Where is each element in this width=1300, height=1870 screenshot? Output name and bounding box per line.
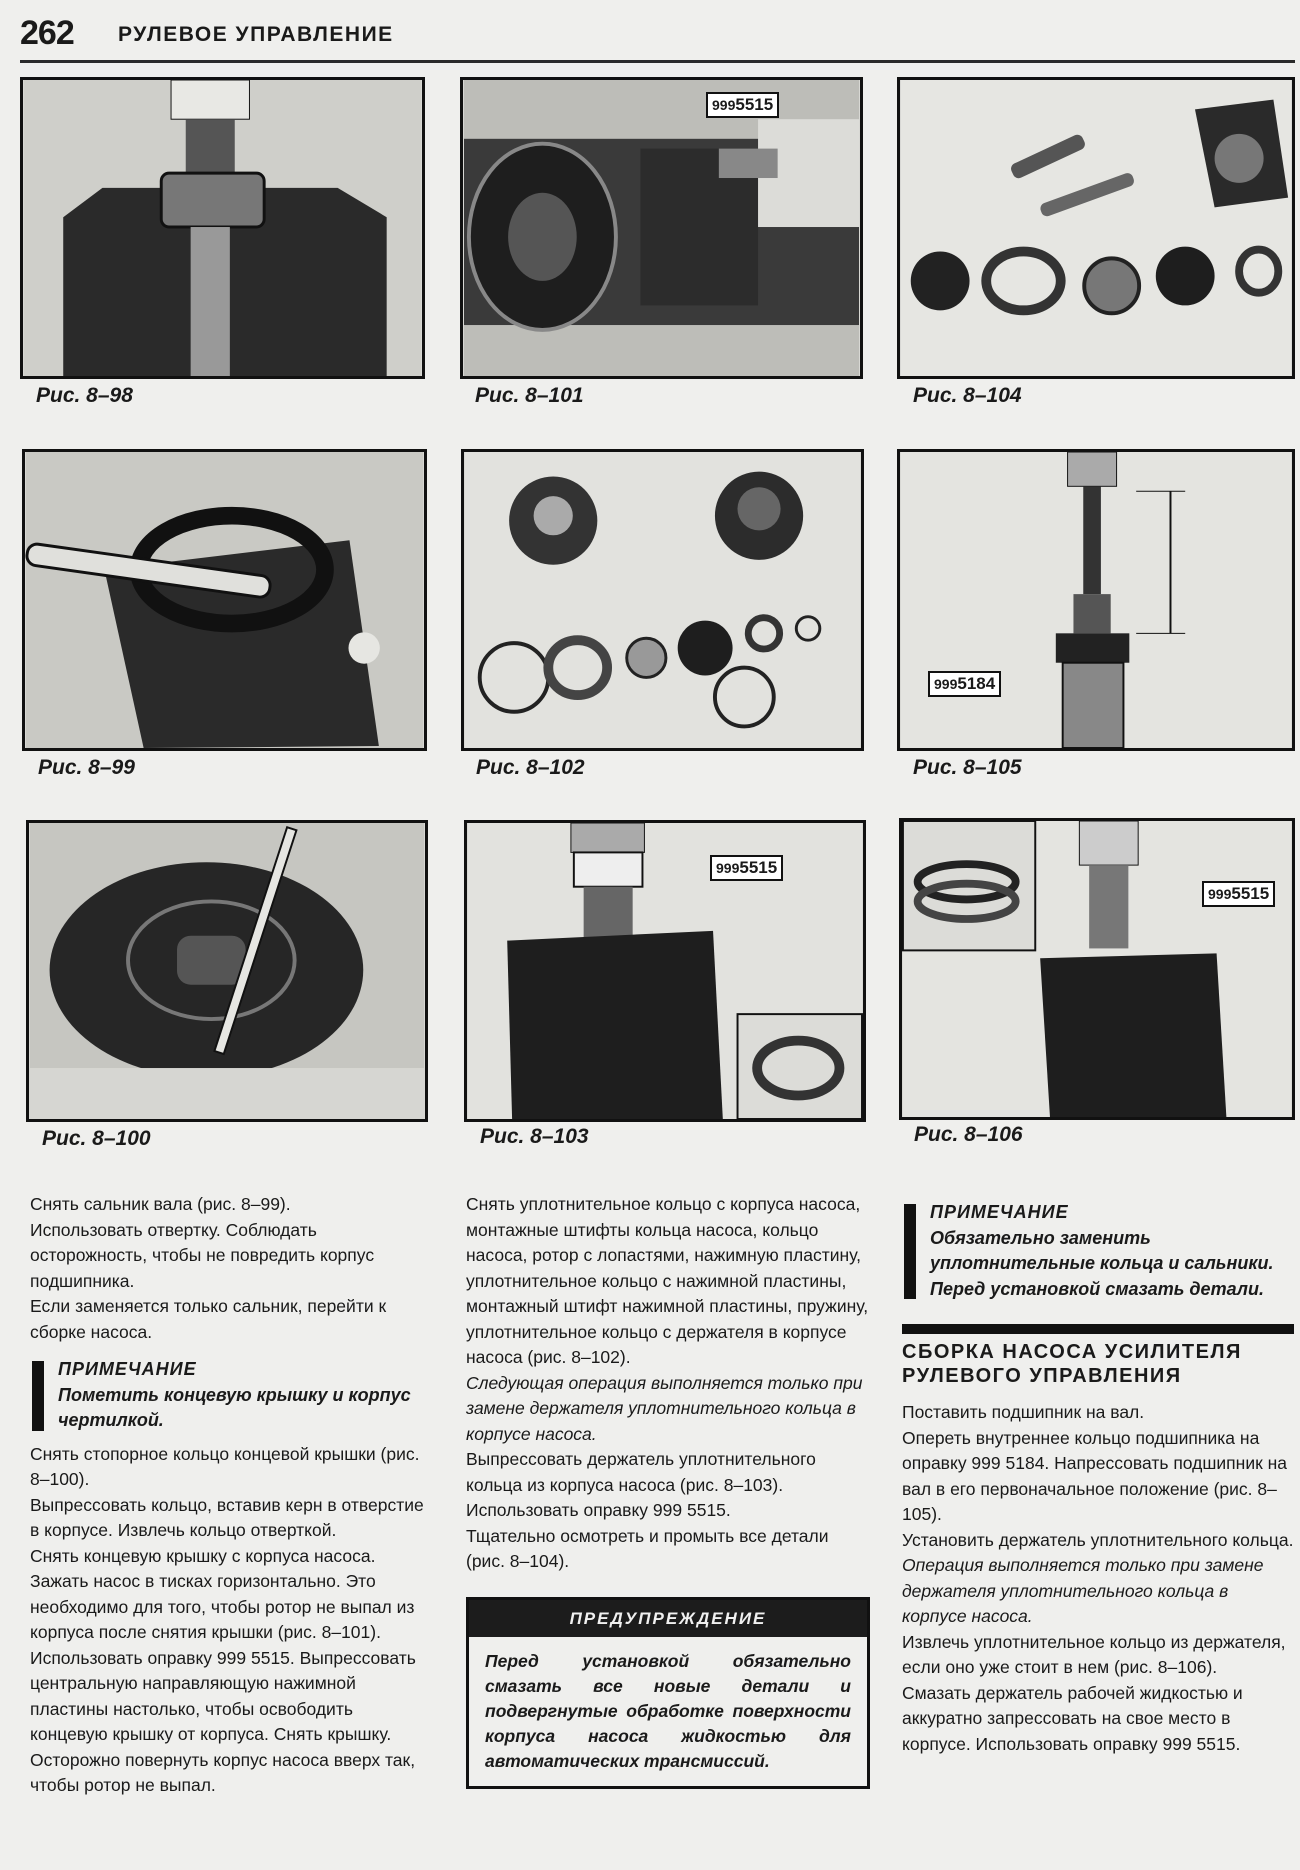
text-column-2 — [466, 1192, 870, 1789]
note-box — [30, 1357, 434, 1434]
header-rule — [20, 60, 1295, 63]
warning-box — [466, 1597, 870, 1790]
note-text: Обязательно заменить уплотнительные кольца и сальники. Перед установкой смазать детали. — [930, 1227, 1274, 1299]
photo-pump-parts-exploded — [900, 80, 1292, 376]
photo-pump-in-vise — [463, 80, 860, 376]
caption-8-99: Рис. 8–99 — [38, 756, 135, 779]
note-box — [902, 1200, 1294, 1302]
paragraph: Снять стопорное кольцо концевой крышки (рис. 8–100). — [30, 1443, 420, 1489]
figure-8-99 — [22, 449, 427, 751]
paragraph: Выпрессовать кольцо, вставив керн в отверстие в корпусе. Извлечь кольцо отверткой. — [30, 1494, 424, 1540]
paragraph-italic: Операция выполняется только при замене держателя уплотнительного кольца в корпусе насоса. — [902, 1555, 1264, 1626]
figure-8-98 — [20, 77, 425, 379]
photo-pump-parts-set — [464, 452, 861, 748]
tool-tag-999-5515 — [710, 855, 783, 881]
tool-tag-999-5184 — [928, 671, 1001, 697]
paragraph-lead: Установить держатель уплотнительного кольца. — [902, 1529, 1294, 1550]
warning-title: ПРЕДУПРЕЖДЕНИЕ — [469, 1600, 867, 1638]
warning-text: Перед установкой обязательно смазать все новые детали и подвергнутые обработке поверхности корпуса насоса жидкостью для автоматических трансмиссий. — [485, 1651, 851, 1771]
section-title: РУЛЕВОЕ УПРАВЛЕНИЕ — [118, 23, 394, 46]
tool-tag-prefix: 999 — [934, 676, 958, 692]
page-header — [20, 14, 1295, 64]
photo-holder-install — [902, 821, 1292, 1117]
paragraph: Опереть внутреннее кольцо подшипника на оправку 999 5184. Напрессовать подшипник на вал в его первоначальное положение (рис. 8–105). — [902, 1427, 1288, 1524]
paragraph: Поставить подшипник на вал. — [902, 1402, 1145, 1422]
paragraph: Снять сальник вала (рис. 8–99). — [30, 1194, 291, 1214]
paragraph: Если заменяется только сальник, перейти к сборке насоса. — [30, 1296, 387, 1342]
caption-8-103: Рис. 8–103 — [480, 1125, 589, 1148]
paragraph: Зажать насос в тисках горизонтально. Это необходимо для того, чтобы ротор не выпал из корпуса после снятия крышки (рис. 8–101). — [30, 1571, 415, 1642]
figure-8-106 — [899, 818, 1295, 1120]
tool-tag-code: 5515 — [735, 95, 774, 114]
figure-8-101 — [460, 77, 863, 379]
figure-8-105 — [897, 449, 1295, 751]
tool-tag-999-5515 — [1202, 881, 1275, 907]
figure-8-103 — [464, 820, 866, 1122]
tool-tag-prefix: 999 — [1208, 886, 1232, 902]
paragraph: Использовать оправку 999 5515. — [466, 1500, 731, 1520]
caption-8-100: Рис. 8–100 — [42, 1127, 151, 1150]
paragraph: Использовать отвертку. Соблюдать осторожность, чтобы не повредить корпус подшипника. — [30, 1219, 375, 1291]
section-heading: СБОРКА НАСОСА УСИЛИТЕЛЯ РУЛЕВОГО УПРАВЛЕНИЯ — [902, 1341, 1242, 1387]
photo-shaft-bearing-press — [900, 452, 1292, 748]
paragraph: Выпрессовать держатель уплотнительного кольца из корпуса насоса (рис. 8–103). — [466, 1449, 816, 1495]
tool-tag-code: 5515 — [1231, 884, 1270, 903]
paragraph — [902, 1528, 1294, 1630]
figure-8-104 — [897, 77, 1295, 379]
paragraph: Извлечь уплотнительное кольцо из держателя, если оно уже стоит в нем (рис. 8–106). — [902, 1631, 1286, 1677]
photo-bearing-press — [23, 80, 422, 376]
tool-tag-999-5515 — [706, 92, 779, 118]
note-title: ПРИМЕЧАНИЕ — [930, 1202, 1069, 1222]
tool-tag-prefix: 999 — [716, 860, 740, 876]
text-column-1 — [30, 1192, 434, 1799]
paragraph: Тщательно осмотреть и промыть все детали (рис. 8–104). — [466, 1525, 829, 1571]
note-bar — [904, 1204, 916, 1299]
tool-tag-prefix: 999 — [712, 97, 736, 113]
note-bar — [32, 1361, 44, 1431]
caption-8-98: Рис. 8–98 — [36, 384, 133, 407]
caption-8-105: Рис. 8–105 — [913, 756, 1022, 779]
section-heading-bar — [902, 1324, 1294, 1334]
caption-8-102: Рис. 8–102 — [476, 756, 585, 779]
note-text: Пометить концевую крышку и корпус чертилкой. — [58, 1384, 411, 1430]
paragraph: Использовать оправку 999 5515. Выпрессовать центральную направляющую нажимной пластины настолько, чтобы освободить концевую крышку от корпуса. Снять крышку. Осторожно повернуть корпус насоса вверх так, чтобы ротор не выпал. — [30, 1647, 416, 1795]
note-title: ПРИМЕЧАНИЕ — [58, 1359, 197, 1379]
paragraph: Смазать держатель рабочей жидкостью и аккуратно запрессовать на свое место в корпусе. Использовать оправку 999 5515. — [902, 1682, 1243, 1754]
caption-8-101: Рис. 8–101 — [475, 384, 584, 407]
paragraph: Снять концевую крышку с корпуса насоса. — [30, 1545, 376, 1566]
figure-8-102 — [461, 449, 864, 751]
paragraph-italic: Следующая операция выполняется только при замене держателя уплотнительного кольца в корпусе насоса. — [466, 1372, 863, 1444]
caption-8-106: Рис. 8–106 — [914, 1123, 1023, 1146]
caption-8-104: Рис. 8–104 — [913, 384, 1022, 407]
photo-seal-removal — [25, 452, 424, 748]
photo-retaining-ring-removal — [29, 823, 425, 1119]
text-column-3 — [902, 1192, 1294, 1757]
page-number: 262 — [20, 14, 74, 52]
paragraph: Снять уплотнительное кольцо с корпуса насоса, монтажные штифты кольца насоса, кольцо насоса, ротор с лопастями, нажимную пластину, уплотнительное кольцо с нажимной пластины, монтажный штифт нажимной пластины, пружину, уплотнительное кольцо с держателя в корпусе насоса (рис. 8–102). — [466, 1194, 869, 1367]
photo-holder-pressing — [467, 823, 863, 1119]
figure-8-100 — [26, 820, 428, 1122]
tool-tag-code: 5515 — [739, 858, 778, 877]
tool-tag-code: 5184 — [957, 674, 996, 693]
